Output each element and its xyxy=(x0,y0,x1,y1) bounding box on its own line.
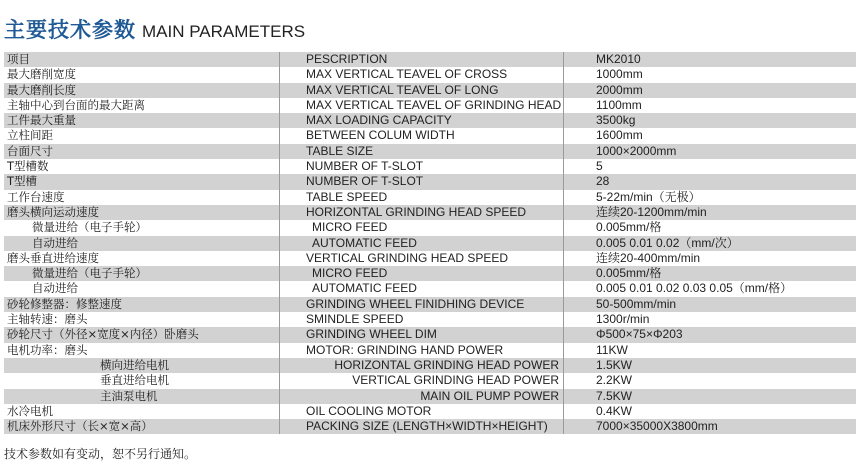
cell-description: OIL COOLING MOTOR xyxy=(280,404,564,419)
cell-value: 2.2KW xyxy=(596,373,633,388)
cell-item: T型槽数 xyxy=(4,159,280,174)
cell-value: 5 xyxy=(596,159,603,174)
cell-item: 最大磨削宽度 xyxy=(4,67,280,82)
cell-value: 1000mm xyxy=(596,67,643,82)
table-row xyxy=(4,389,856,404)
cell-value: 1000×2000mm xyxy=(596,143,677,158)
cell-item: 主轴转速：磨头 xyxy=(4,312,280,327)
cell-item: 主油泵电机 xyxy=(4,389,280,404)
cell-item: 自动进给 xyxy=(4,281,280,296)
table-row xyxy=(4,281,856,296)
cell-item: 工作台速度 xyxy=(4,190,280,205)
table-row xyxy=(4,358,856,373)
table-row xyxy=(4,266,856,281)
cell-item: T型槽 xyxy=(4,174,280,189)
table-row xyxy=(4,343,856,358)
parameters-table xyxy=(4,52,856,434)
cell-item: 横向进给电机 xyxy=(4,358,280,373)
table-header-row xyxy=(4,52,856,67)
cell-description: PACKING SIZE (LENGTH×WIDTH×HEIGHT) xyxy=(280,419,564,434)
title-chinese: 主要技术参数 xyxy=(4,18,136,42)
table-row xyxy=(4,128,856,143)
cell-item: 砂轮修整器：修整速度 xyxy=(4,297,280,312)
title-english: MAIN PARAMETERS xyxy=(142,22,306,41)
table-row xyxy=(4,373,856,388)
cell-value: 11KW xyxy=(596,342,628,357)
cell-description: BETWEEN COLUM WIDTH xyxy=(280,128,564,143)
cell-description: PESCRIPTION xyxy=(280,52,564,67)
table-row xyxy=(4,190,856,205)
table-row xyxy=(4,297,856,312)
table-row xyxy=(4,67,856,82)
cell-item: 磨头横向运动速度 xyxy=(4,205,280,220)
table-row xyxy=(4,205,856,220)
cell-description: AUTOMATIC FEED xyxy=(280,281,564,296)
cell-value: 0.005 0.01 0.02（mm/次） xyxy=(596,235,739,250)
cell-value: 50-500mm/min xyxy=(596,296,677,311)
cell-value: 28 xyxy=(596,174,610,189)
cell-value: 1.5KW xyxy=(596,357,633,372)
cell-item: 立柱间距 xyxy=(4,128,280,143)
cell-value: Φ500×75×Φ203 xyxy=(596,327,683,342)
cell-item: 机床外形尺寸（长×宽×高） xyxy=(4,419,280,434)
page-title xyxy=(4,14,305,44)
cell-description: MAIN OIL PUMP POWER xyxy=(280,389,564,404)
table-row xyxy=(4,327,856,342)
cell-description: MAX LOADING CAPACITY xyxy=(280,113,564,128)
cell-value: 0.4KW xyxy=(596,403,633,418)
cell-item: 垂直进给电机 xyxy=(4,373,280,388)
cell-description: MAX VERTICAL TEAVEL OF LONG xyxy=(280,83,564,98)
cell-value: 1100mm xyxy=(596,97,642,112)
cell-description: MICRO FEED xyxy=(280,220,564,235)
cell-description: MAX VERTICAL TEAVEL OF GRINDING HEAD xyxy=(280,98,564,113)
cell-value: 1600mm xyxy=(596,128,643,143)
cell-item: 水冷电机 xyxy=(4,404,280,419)
cell-item: 自动进给 xyxy=(4,236,280,251)
cell-value: 0.005mm/格 xyxy=(596,266,662,281)
cell-description: GRINDING WHEEL FINIDHING DEVICE xyxy=(280,297,564,312)
cell-description: NUMBER OF T-SLOT xyxy=(280,174,564,189)
cell-description: TABLE SPEED xyxy=(280,190,564,205)
cell-description: AUTOMATIC FEED xyxy=(280,236,564,251)
cell-value: 5-22m/min（无极） xyxy=(596,189,701,204)
cell-description: MAX VERTICAL TEAVEL OF CROSS xyxy=(280,67,564,82)
cell-description: MICRO FEED xyxy=(280,266,564,281)
table-row xyxy=(4,220,856,235)
cell-value: 0.005 0.01 0.02 0.03 0.05（mm/格） xyxy=(596,281,793,296)
cell-item: 台面尺寸 xyxy=(4,144,280,159)
cell-item: 微量进给（电子手轮） xyxy=(4,220,280,235)
cell-value: 0.005mm/格 xyxy=(596,220,662,235)
cell-value: 7.5KW xyxy=(596,388,633,403)
cell-description: VERTICAL GRINDING HEAD POWER xyxy=(280,373,564,388)
table-row xyxy=(4,404,856,419)
table-row xyxy=(4,174,856,189)
cell-description: HORIZONTAL GRINDING HEAD POWER xyxy=(280,358,564,373)
cell-description: HORIZONTAL GRINDING HEAD SPEED xyxy=(280,205,564,220)
footer-note: 技术参数如有变动，恕不另行通知。 xyxy=(4,447,197,461)
table-row xyxy=(4,98,856,113)
cell-value: 连续20-1200mm/min xyxy=(596,204,707,219)
cell-value: 2000mm xyxy=(596,82,643,97)
table-row xyxy=(4,312,856,327)
cell-value: 连续20-400mm/min xyxy=(596,250,701,265)
cell-value: MK2010 xyxy=(596,52,641,66)
table-row xyxy=(4,83,856,98)
table-row xyxy=(4,113,856,128)
cell-description: VERTICAL GRINDING HEAD SPEED xyxy=(280,251,564,266)
cell-item: 磨头垂直进给速度 xyxy=(4,251,280,266)
table-row xyxy=(4,251,856,266)
table-row xyxy=(4,159,856,174)
cell-description: SMINDLE SPEED xyxy=(280,312,564,327)
table-row xyxy=(4,236,856,251)
cell-description: GRINDING WHEEL DIM xyxy=(280,327,564,342)
cell-item: 微量进给（电子手轮） xyxy=(4,266,280,281)
cell-description: TABLE SIZE xyxy=(280,144,564,159)
cell-item: 工件最大重量 xyxy=(4,113,280,128)
cell-item: 电机功率：磨头 xyxy=(4,343,280,358)
cell-value: 3500kg xyxy=(596,113,636,128)
cell-item: 砂轮尺寸（外径×宽度×内径）卧磨头 xyxy=(4,327,280,342)
cell-item: 主轴中心到台面的最大距离 xyxy=(4,98,280,113)
table-row xyxy=(4,419,856,434)
cell-value: 7000×35000X3800mm xyxy=(596,419,718,434)
cell-value: 1300r/min xyxy=(596,312,650,327)
cell-item: 项目 xyxy=(4,52,280,67)
cell-item: 最大磨削长度 xyxy=(4,83,280,98)
table-row xyxy=(4,144,856,159)
cell-description: MOTOR: GRINDING HAND POWER xyxy=(280,343,564,358)
cell-description: NUMBER OF T-SLOT xyxy=(280,159,564,174)
